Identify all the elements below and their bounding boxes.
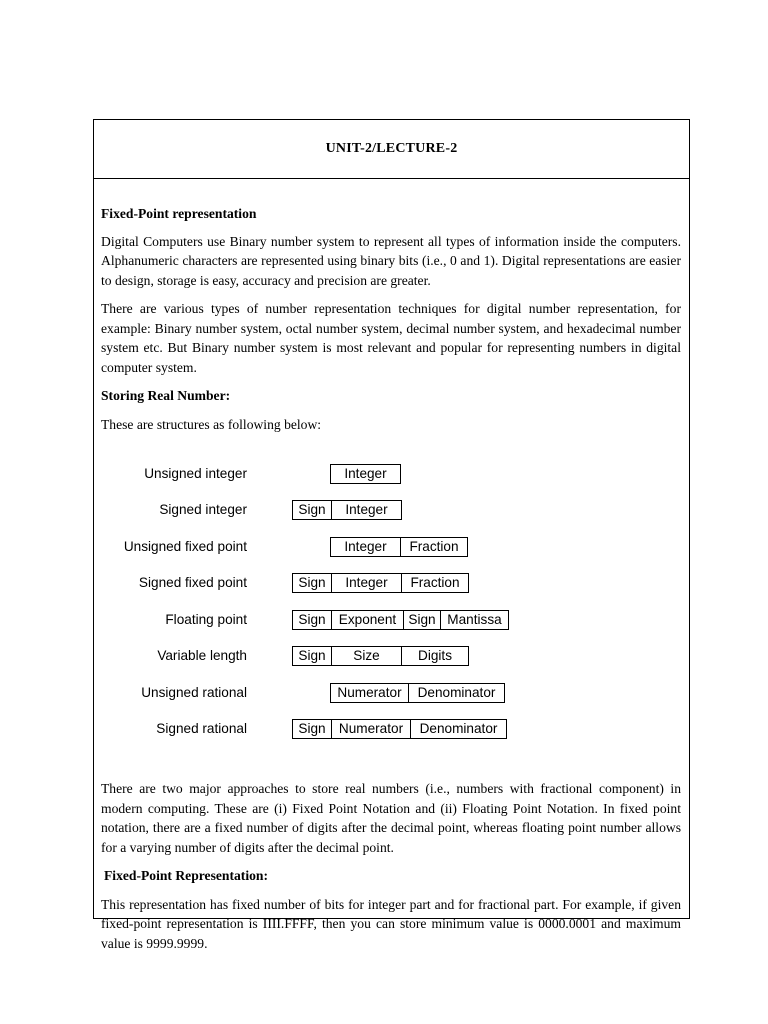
- field-cell-sign: Sign: [292, 610, 332, 630]
- field-cell-size: Size: [331, 646, 402, 666]
- paragraph-fixed-point-description: This representation has fixed number of bits for integer part and for fractional part. For example, if given fixed-point representation is IIII.FFFF, then you can store minimum value is 0000.0001 and maximum value is 9999.9999.: [101, 896, 681, 951]
- field-cell-exponent: Exponent: [331, 610, 404, 630]
- field-cell-integer: Integer: [331, 573, 402, 593]
- structure-row-unsigned-rational: [101, 683, 681, 703]
- paragraph-structures-intro: These are structures as following below:: [101, 416, 322, 432]
- field-cell-integer: Integer: [330, 537, 401, 557]
- field-cell-denominator: Denominator: [408, 683, 505, 703]
- structure-label: Unsigned fixed point: [123, 539, 247, 554]
- paragraph-representation-types: There are various types of number representation techniques for digital number representation, for example: Binary number system, octal number system, decimal number system, and hexadecimal number system etc. But Binary number system is most relevant and popular for representing numbers in digital computer system.: [101, 301, 681, 375]
- header-row: [94, 120, 689, 179]
- content-body: [94, 179, 689, 953]
- field-cell-denominator: Denominator: [410, 719, 507, 739]
- field-cell-numerator: Numerator: [331, 719, 411, 739]
- field-cell-integer: Integer: [331, 500, 402, 520]
- heading-storing-real-number: Storing Real Number:: [101, 388, 231, 403]
- structure-label: Unsigned integer: [144, 466, 247, 481]
- field-cell-sign: Sign: [292, 646, 332, 666]
- paragraph-digital-computers: Digital Computers use Binary number system to represent all types of information inside the computers. Alphanumeric characters are represented using binary bits (i.e., 0 and 1). Digital representations are easier to design, storage is easy, accuracy and precision are greater.: [101, 233, 681, 288]
- field-cell-fraction: Fraction: [401, 573, 469, 593]
- structure-row-signed-fixed-point: [101, 573, 681, 593]
- structure-row-unsigned-integer: [101, 464, 681, 484]
- field-cell-integer: Integer: [330, 464, 401, 484]
- field-cell-fraction: Fraction: [400, 537, 468, 557]
- field-cell-digits: Digits: [401, 646, 469, 666]
- field-cell-sign: Sign: [403, 610, 441, 630]
- field-cell-sign: Sign: [292, 719, 332, 739]
- structure-label: Unsigned rational: [141, 685, 247, 700]
- structure-label: Signed integer: [159, 502, 247, 517]
- structure-row-signed-rational: [101, 719, 681, 739]
- structure-row-floating-point: [101, 610, 681, 630]
- structure-label: Variable length: [157, 648, 247, 663]
- field-cell-mantissa: Mantissa: [440, 610, 509, 630]
- heading-fixed-point: Fixed-Point representation: [101, 206, 257, 221]
- structure-row-signed-integer: [101, 500, 681, 520]
- structure-row-variable-length: [101, 646, 681, 666]
- number-structures-diagram: [101, 434, 681, 779]
- field-cell-numerator: Numerator: [330, 683, 409, 703]
- structure-label: Signed fixed point: [138, 575, 247, 590]
- unit-title: UNIT-2/LECTURE-2: [325, 141, 458, 156]
- structure-label: Signed rational: [156, 721, 247, 736]
- structure-row-unsigned-fixed-point: [101, 537, 681, 557]
- field-cell-sign: Sign: [292, 573, 332, 593]
- heading-fixed-point-representation: Fixed-Point Representation:: [104, 868, 268, 883]
- lecture-page-frame: [93, 119, 690, 951]
- field-cell-sign: Sign: [292, 500, 332, 520]
- structure-label: Floating point: [165, 612, 247, 627]
- paragraph-two-approaches: There are two major approaches to store real numbers (i.e., numbers with fractional component) in modern computing. These are (i) Fixed Point Notation and (ii) Floating Point Notation. In fixed point notation, there are a fixed number of digits after the decimal point, whereas floating point number allows for a varying number of digits after the decimal point.: [101, 781, 681, 855]
